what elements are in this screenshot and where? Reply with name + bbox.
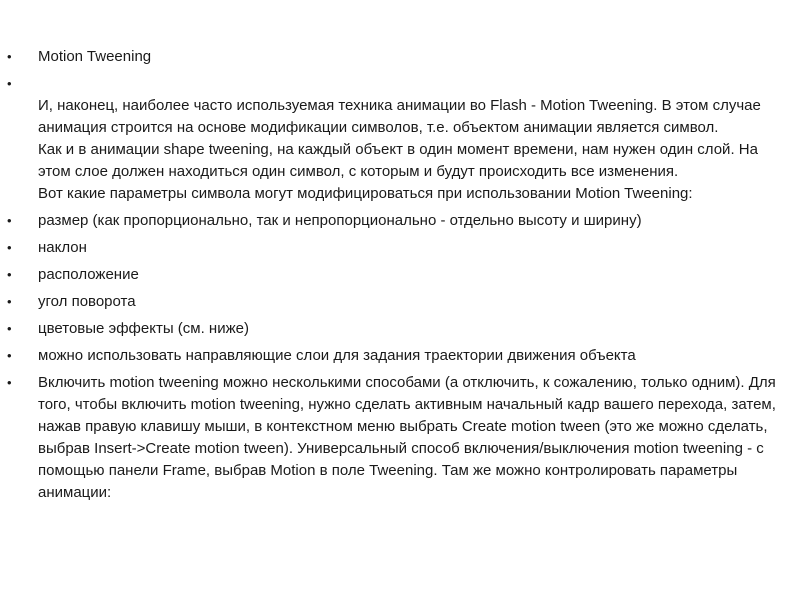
bullet-text: наклон — [38, 239, 87, 256]
bullet-icon: • — [7, 267, 12, 282]
bullet-icon: • — [7, 348, 12, 363]
bullet-item-guide-layers — [7, 345, 790, 367]
bullet-text: размер (как пропорционально, так и непропорционально - отдельно высоту и ширину) — [38, 212, 642, 229]
bullet-text: угол поворота — [38, 293, 136, 310]
bullet-title: Motion Tweening — [38, 48, 152, 65]
bullet-icon: • — [7, 76, 12, 91]
bullet-item-position — [7, 264, 790, 286]
bullet-item-size — [7, 210, 790, 232]
intro-paragraph: И, наконец, наиболее часто используемая техника анимации во Flash - Motion Tweening. В этом случае анимация строится на основе модификации символов, т.е. объектом анимации является символ. — [38, 97, 761, 136]
bullet-list — [7, 46, 790, 509]
bullet-icon: • — [7, 240, 12, 255]
bullet-icon: • — [7, 294, 12, 309]
bullet-icon: • — [7, 213, 12, 228]
bullet-icon: • — [7, 49, 12, 64]
bullet-icon: • — [7, 375, 12, 390]
bullet-text: цветовые эффекты (см. ниже) — [38, 320, 249, 337]
bullet-text: можно использовать направляющие слои для задания траектории движения объекта — [38, 347, 636, 364]
intro-paragraph: Вот какие параметры символа могут модифицироваться при использовании Motion Tweening: — [38, 185, 693, 202]
bullet-item-rotation — [7, 291, 790, 313]
bullet-item-title — [7, 46, 790, 68]
bullet-item-skew — [7, 237, 790, 259]
intro-paragraph: Как и в анимации shape tweening, на каждый объект в один момент времени, нам нужен один слой. На этом слое должен находиться один символ, с которым и будут происходить все изменения. — [38, 141, 758, 180]
bullet-icon: • — [7, 321, 12, 336]
bullet-item-color-effects — [7, 318, 790, 340]
bullet-text: расположение — [38, 266, 139, 283]
bullet-text: Включить motion tweening можно несколькими способами (а отключить, к сожалению, только одним). Для того, чтобы включить motion tweening, нужно сделать активным начальный кадр вашего перехода, затем, нажав правую клавишу мыши, в контекстном меню выбрать Create motion tween (это же можно сделать, выбрав Insert->Create motion tween). Универсальный способ включения/выключения motion tweening - с помощью панели Frame, выбрав Motion в поле Tweening. Там же можно контролировать параметры анимации: — [38, 374, 776, 501]
blank-line — [38, 73, 790, 95]
bullet-item-intro — [7, 73, 790, 205]
bullet-item-enable-tweening — [7, 372, 790, 504]
